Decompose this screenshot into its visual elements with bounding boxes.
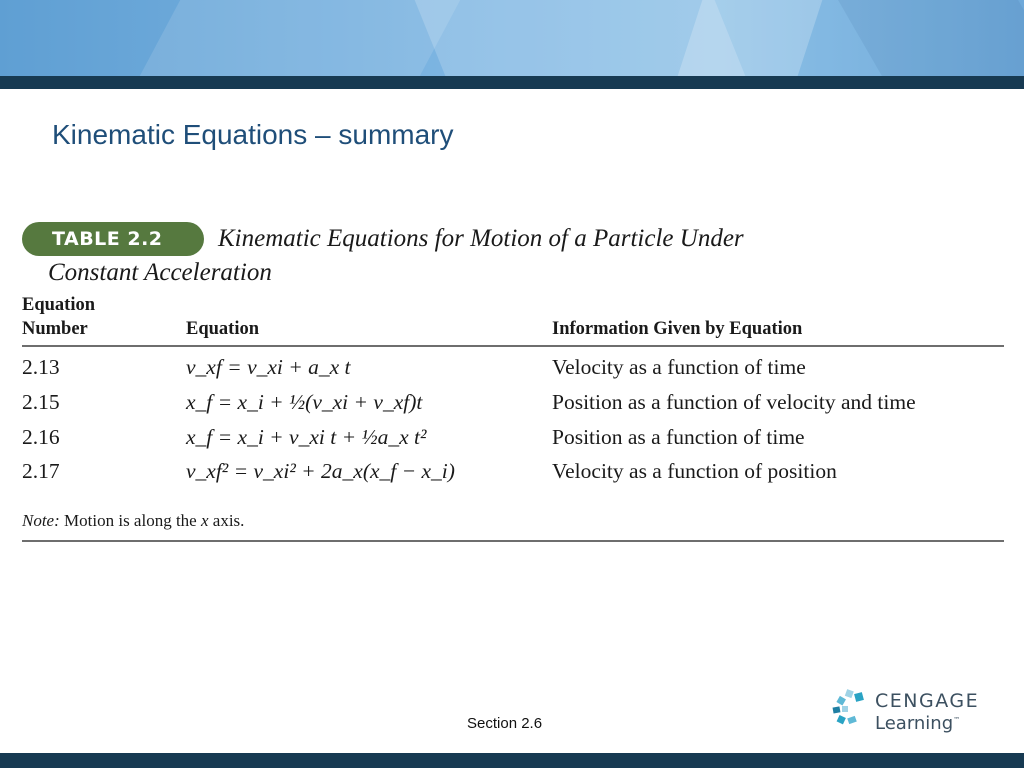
equation-number: 2.17	[22, 459, 60, 483]
table-row	[0, 350, 1024, 384]
header-info: Information Given by Equation	[552, 319, 803, 339]
logo-mark-icon	[832, 689, 870, 727]
logo-text-learning	[875, 713, 960, 734]
table-row	[0, 420, 1024, 454]
header-equation: Equation	[186, 319, 260, 339]
footer-bar	[0, 753, 1024, 768]
header-number-line1: Equation	[22, 295, 96, 315]
publisher-logo	[832, 689, 982, 737]
note-variable: x	[200, 511, 209, 530]
equation-number: 2.13	[22, 355, 60, 379]
section-label: Section 2.6	[467, 715, 543, 732]
table-bottom-rule	[22, 540, 1004, 542]
table-row	[0, 385, 1024, 419]
equation-info: Position as a function of time	[552, 425, 805, 449]
equation-number: 2.16	[22, 425, 60, 449]
equation-formula: x_f = x_i + ½(v_xi + v_xf)t	[186, 390, 423, 414]
note-text-end: axis.	[212, 511, 245, 530]
table-badge: TABLE 2.2	[22, 222, 204, 256]
logo-trademark: ™	[953, 716, 961, 724]
banner-facet	[678, 0, 823, 76]
logo-text-cengage: CENGAGE	[875, 690, 980, 712]
equation-formula: v_xf = v_xi + a_x t	[186, 355, 351, 379]
equation-info: Velocity as a function of time	[552, 355, 806, 379]
header-divider-bar	[0, 76, 1024, 89]
banner-facet	[838, 0, 1024, 76]
note-text: Motion is along the	[64, 511, 197, 530]
equation-formula: x_f = x_i + v_xi t + ½a_x t²	[186, 425, 427, 449]
banner-facet	[140, 0, 460, 76]
equation-formula: v_xf² = v_xi² + 2a_x(x_f − x_i)	[186, 459, 455, 483]
logo-learning-word: Learning	[875, 713, 954, 734]
table-row	[0, 454, 1024, 488]
table-caption: Kinematic Equations for Motion of a Particle Under Constant Acceleration	[48, 225, 744, 286]
equation-info: Velocity as a function of position	[552, 459, 837, 483]
header-number-line2: Number	[22, 319, 88, 339]
header-banner	[0, 0, 1024, 76]
equation-info: Position as a function of velocity and time	[552, 390, 916, 414]
slide-title: Kinematic Equations – summary	[52, 119, 454, 150]
equation-number: 2.15	[22, 390, 60, 414]
note-label: Note:	[22, 511, 60, 530]
table-note	[22, 511, 244, 531]
header-rule	[22, 345, 1004, 347]
